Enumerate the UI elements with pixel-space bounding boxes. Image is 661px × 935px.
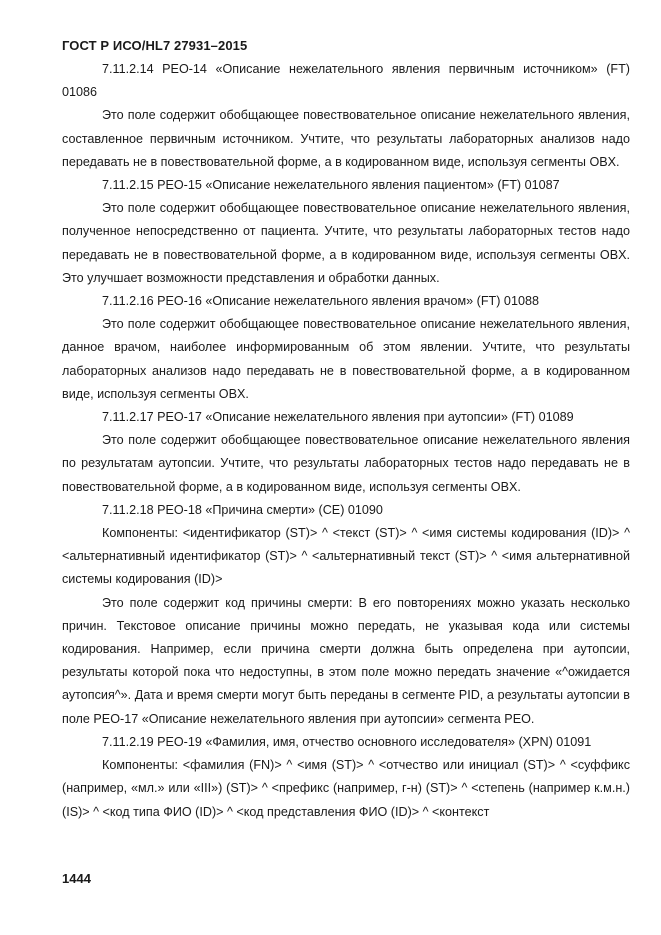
body-paragraph: Это поле содержит обобщающее повествовательное описание нежелательного явления, полученное непосредственно от пациента. Учтите, что результаты лабораторных тестов надо передавать не в повествовательной форме, а в кодированном виде, используя сегменты OBX. Это улучшает возможности представления и обработки данных. xyxy=(62,201,630,285)
document-body xyxy=(62,58,630,824)
section-heading-7-11-2-19: 7.11.2.19 PEO-19 «Фамилия, имя, отчество основного исследователя» (XPN) 01091 xyxy=(102,734,592,749)
page-number: 1444 xyxy=(62,871,91,886)
document-header: ГОСТ Р ИСО/HL7 27931–2015 xyxy=(62,38,248,53)
section-heading-7-11-2-14: 7.11.2.14 PEO-14 «Описание нежелательного явления первичным источником» (FT) 01086 xyxy=(62,62,630,100)
section-heading-7-11-2-16: 7.11.2.16 PEO-16 «Описание нежелательного явления врачом» (FT) 01088 xyxy=(102,294,539,309)
components-paragraph: Компоненты: <идентификатор (ST)> ^ <текст (ST)> ^ <имя системы кодирования (ID)> ^ <альтернативный идентификатор (ST)> ^ <альтернативный текст (ST)> ^ <имя альтернативной системы кодирования (ID)> xyxy=(62,526,630,587)
components-paragraph: Компоненты: <фамилия (FN)> ^ <имя (ST)> ^ <отчество или инициал (ST)> ^ <суффикс (например, «мл.» или «III») (ST)> ^ <префикс (например, г-н) (ST)> ^ <степень (например к.м.н.) (IS)> ^ <код типа ФИО (ID)> ^ <код представления ФИО (ID)> ^ <контекст xyxy=(62,758,630,819)
section-heading-7-11-2-17: 7.11.2.17 PEO-17 «Описание нежелательного явления при аутопсии» (FT) 01089 xyxy=(102,410,574,425)
body-paragraph: Это поле содержит обобщающее повествовательное описание нежелательного явления, данное врачом, наиболее информированным об этом явлении. Учтите, что результаты лабораторных анализов надо передавать не в повествовательной форме, а в кодированном виде, используя сегменты OBX. xyxy=(62,317,630,401)
body-paragraph: Это поле содержит обобщающее повествовательное описание нежелательного явления по результатам аутопсии. Учтите, что результаты лабораторных тестов надо передавать не в повествовательной форме, а в кодированном виде, используя сегменты OBX. xyxy=(62,433,630,494)
section-heading-7-11-2-18: 7.11.2.18 PEO-18 «Причина смерти» (CE) 01090 xyxy=(102,502,383,517)
section-heading-7-11-2-15: 7.11.2.15 PEO-15 «Описание нежелательного явления пациентом» (FT) 01087 xyxy=(102,178,560,193)
body-paragraph: Это поле содержит код причины смерти: В его повторениях можно указать несколько причин. Текстовое описание причины можно передать, не указывая кода или системы кодирования. Например, если причина смерти должна быть определена при аутопсии, результаты которой пока что недоступны, в этом поле можно передать значение «^ожидается аутопсия^». Дата и время смерти могут быть переданы в сегменте PID, а результаты аутопсии в поле PEO-17 «Описание нежелательного явления при аутопсии» сегмента PEO. xyxy=(62,595,630,726)
body-paragraph: Это поле содержит обобщающее повествовательное описание нежелательного явления, составленное первичным источником. Учтите, что результаты лабораторных анализов надо передавать не в повествовательной форме, а в кодированном виде, используя сегменты OBX. xyxy=(62,108,630,169)
